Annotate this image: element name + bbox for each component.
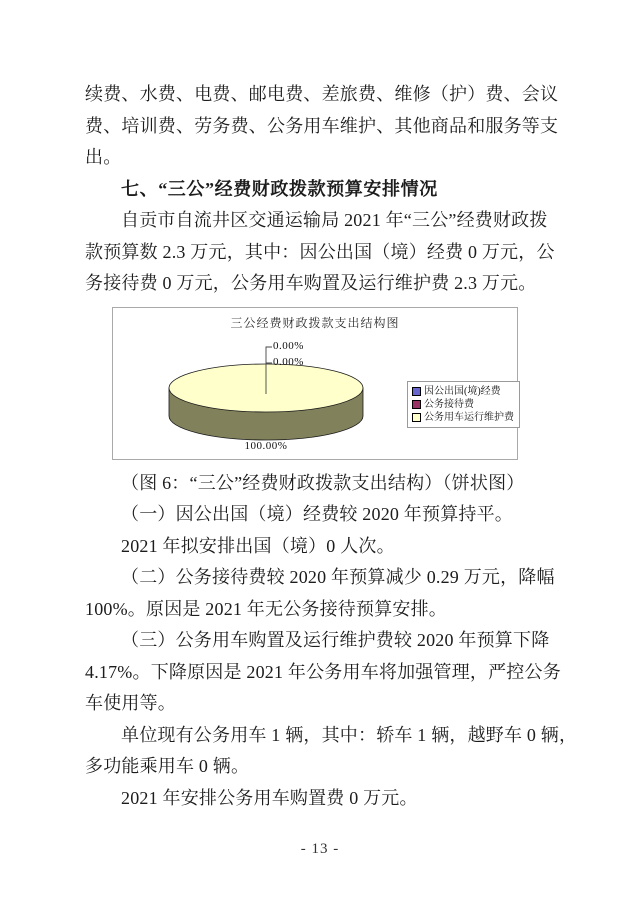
slice-percent-label: 0.00%	[273, 355, 304, 368]
legend-label: 公务用车运行维护费	[424, 411, 514, 423]
text-line: 续费、水费、电费、邮电费、差旅费、维修（护）费、会议	[85, 84, 559, 104]
section-heading: 七、“三公”经费财政拨款预算安排情况	[121, 178, 438, 199]
chart-title: 三公经费财政拨款支出结构图	[230, 315, 400, 330]
expense-pie-chart	[112, 307, 518, 460]
text-line: 款预算数 2.3 万元，其中：因公出国（境）经费 0 万元，公	[85, 241, 555, 262]
text-line: 费、培训费、劳务费、公务用车维护、其他商品和服务等支	[85, 115, 559, 136]
chart-legend	[407, 381, 520, 428]
text-line: 单位现有公务用车 1 辆，其中：轿车 1 辆，越野车 0 辆，	[121, 724, 578, 745]
text-line: （二）公务接待费较 2020 年预算减少 0.29 万元，降幅	[121, 567, 555, 587]
text-line: 100%。原因是 2021 年无公务接待预算安排。	[85, 598, 447, 619]
page-number: - 13 -	[300, 841, 340, 857]
text-line: （一）因公出国（境）经费较 2020 年预算持平。	[121, 504, 513, 524]
text-line: 车使用等。	[85, 693, 176, 713]
legend-item	[412, 411, 514, 424]
legend-item	[412, 385, 514, 398]
text-line: 4.17%。下降原因是 2021 年公务用车将加强管理，严控公务	[85, 661, 561, 682]
slice-percent-label: 0.00%	[273, 339, 304, 352]
text-line: （三）公务用车购置及运行维护费较 2020 年预算下降	[121, 630, 550, 650]
text-line: 出。	[85, 147, 122, 167]
text-line: 自贡市自流井区交通运输局 2021 年“三公”经费财政拨	[121, 210, 548, 230]
legend-swatch	[412, 387, 421, 396]
text-line: 2021 年拟安排出国（境）0 人次。	[121, 535, 395, 556]
text-line: （图 6：“三公”经费财政拨款支出结构）（饼状图）	[121, 472, 525, 493]
legend-swatch	[412, 400, 421, 409]
slice-percent-label: 100.00%	[244, 439, 288, 452]
legend-item	[412, 398, 514, 411]
text-line: 务接待费 0 万元，公务用车购置及运行维护费 2.3 万元。	[85, 273, 537, 293]
body-lines-top	[85, 79, 570, 300]
legend-label: 公务接待费	[424, 398, 474, 410]
text-line: 多功能乘用车 0 辆。	[85, 756, 250, 776]
body-lines-bottom	[85, 468, 578, 815]
legend-swatch	[412, 413, 421, 422]
text-line: 2021 年安排公务用车购置费 0 万元。	[121, 787, 418, 808]
legend-label: 因公出国(境)经费	[424, 385, 501, 397]
